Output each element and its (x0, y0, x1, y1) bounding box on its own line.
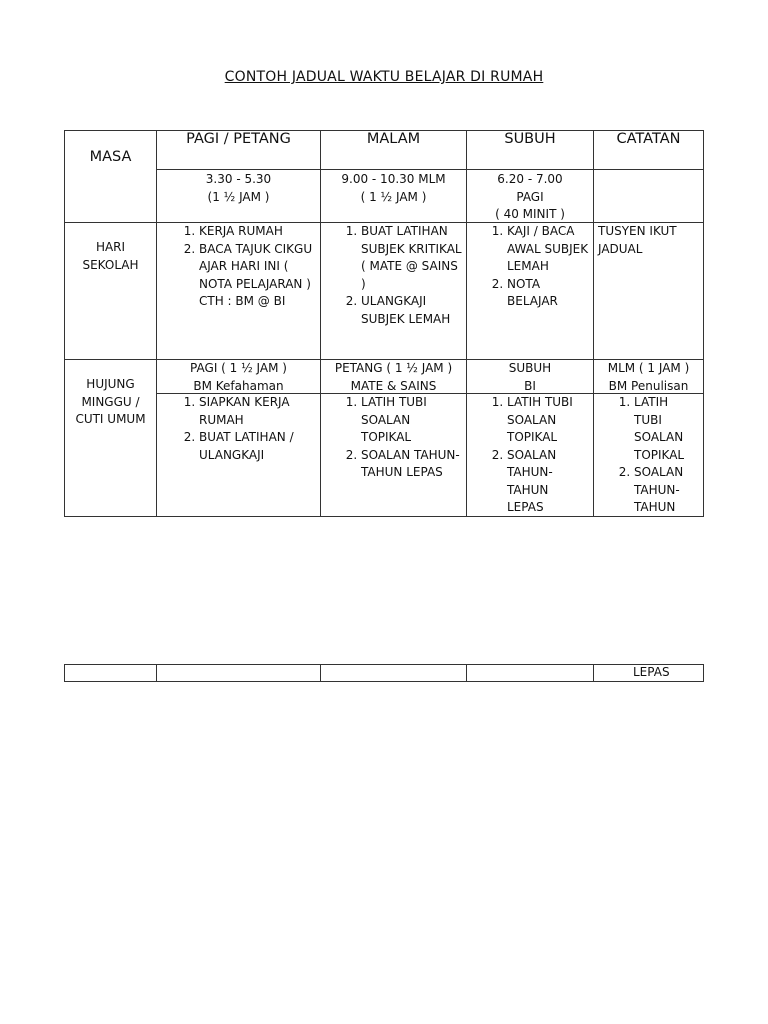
hujung-subuh (466, 393, 594, 517)
header-pagi-petang (156, 130, 321, 170)
list-item: 1. BUAT LATIHAN SUBJEK KRITIKAL ( MATE @ SAINS ) (361, 223, 462, 293)
time-malam (320, 169, 467, 223)
list-item: 2. ULANGKAJI SUBJEK LEMAH (361, 293, 462, 328)
hujung-malam-head (320, 359, 467, 394)
label-line: HUJUNG (86, 377, 135, 391)
hujung-catatan-head (593, 359, 704, 394)
row-label-hujung-minggu (64, 359, 157, 517)
time-line: (1 ½ JAM ) (207, 189, 270, 204)
head-line: MLM ( 1 JAM ) (607, 361, 690, 375)
pagi-petang-label: PAGI / PETANG (186, 131, 291, 147)
catatan-label: CATATAN (616, 131, 681, 147)
list-item: 2. NOTA BELAJAR (507, 276, 591, 311)
list-item: 2. BUAT LATIHAN / ULANGKAJI (199, 429, 314, 464)
catatan-text: TUSYEN IKUT JADUAL (598, 224, 677, 256)
time-line: ( 40 MINIT ) (495, 207, 565, 221)
time-catatan (593, 169, 704, 223)
time-line: ( 1 ½ JAM ) (360, 189, 427, 204)
hujung-catatan (593, 393, 704, 517)
list-item: 1. LATIH TUBI SOALAN TOPIKAL (634, 394, 695, 464)
time-pagi-petang (156, 169, 321, 223)
list-item: 1. SIAPKAN KERJA RUMAH (199, 394, 314, 429)
document-title: CONTOH JADUAL WAKTU BELAJAR DI RUMAH (224, 69, 544, 85)
time-line: 9.00 - 10.30 MLM (341, 172, 446, 186)
hari-sekolah-pagi-petang (156, 222, 321, 360)
header-catatan (593, 130, 704, 170)
header-subuh (466, 130, 594, 170)
time-subuh (466, 169, 594, 223)
hari-sekolah-catatan (593, 222, 704, 360)
head-line: SUBUH (508, 361, 552, 375)
head-line: BM Penulisan (608, 378, 689, 393)
continuation-catatan (593, 664, 704, 682)
row-label-hari-sekolah (64, 222, 157, 360)
continuation-subuh (466, 664, 594, 682)
malam-label: MALAM (366, 131, 421, 147)
time-line: 6.20 - 7.00 (497, 172, 563, 186)
hari-sekolah-malam (320, 222, 467, 360)
hujung-pagi-head (156, 359, 321, 394)
label-line: CUTI UMUM (75, 412, 146, 426)
hujung-malam (320, 393, 467, 517)
header-masa (64, 130, 157, 223)
list-item: 2. BACA TAJUK CIKGU AJAR HARI INI ( NOTA PELAJARAN ) CTH : BM @ BI (199, 241, 316, 311)
list-item: 1. KAJI / BACA AWAL SUBJEK LEMAH (507, 223, 591, 276)
hujung-subuh-head (466, 359, 594, 394)
time-line: 3.30 - 5.30 (205, 172, 272, 186)
head-line: PETANG ( 1 ½ JAM ) (334, 361, 453, 375)
hari-sekolah-subuh (466, 222, 594, 360)
subuh-label: SUBUH (504, 131, 556, 147)
hujung-pagi-petang (156, 393, 321, 517)
continuation-malam (320, 664, 467, 682)
head-line: PAGI ( 1 ½ JAM ) (190, 361, 287, 375)
masa-label: MASA (89, 149, 132, 165)
head-line: BM Kefahaman (193, 378, 284, 393)
head-line: MATE & SAINS (350, 378, 437, 393)
list-item: 1. LATIH TUBI SOALAN TOPIKAL (507, 394, 579, 447)
time-line: PAGI (516, 189, 544, 204)
header-malam (320, 130, 467, 170)
list-item: 1. KERJA RUMAH (199, 223, 316, 241)
continuation-pagi-petang (156, 664, 321, 682)
list-item: 2. SOALAN TAHUN-TAHUN LEPAS (361, 447, 462, 482)
head-line: BI (524, 378, 536, 393)
label-line: MINGGU / (81, 394, 140, 409)
continuation-masa (64, 664, 157, 682)
list-item: 2. SOALAN TAHUN-TAHUN (634, 464, 695, 517)
list-item: 1. LATIH TUBI SOALAN TOPIKAL (361, 394, 462, 447)
continuation-text: LEPAS (633, 665, 670, 679)
list-item: 2. SOALAN TAHUN-TAHUN LEPAS (507, 447, 579, 517)
label-line: HARI (95, 240, 126, 254)
label-line: SEKOLAH (82, 257, 139, 272)
